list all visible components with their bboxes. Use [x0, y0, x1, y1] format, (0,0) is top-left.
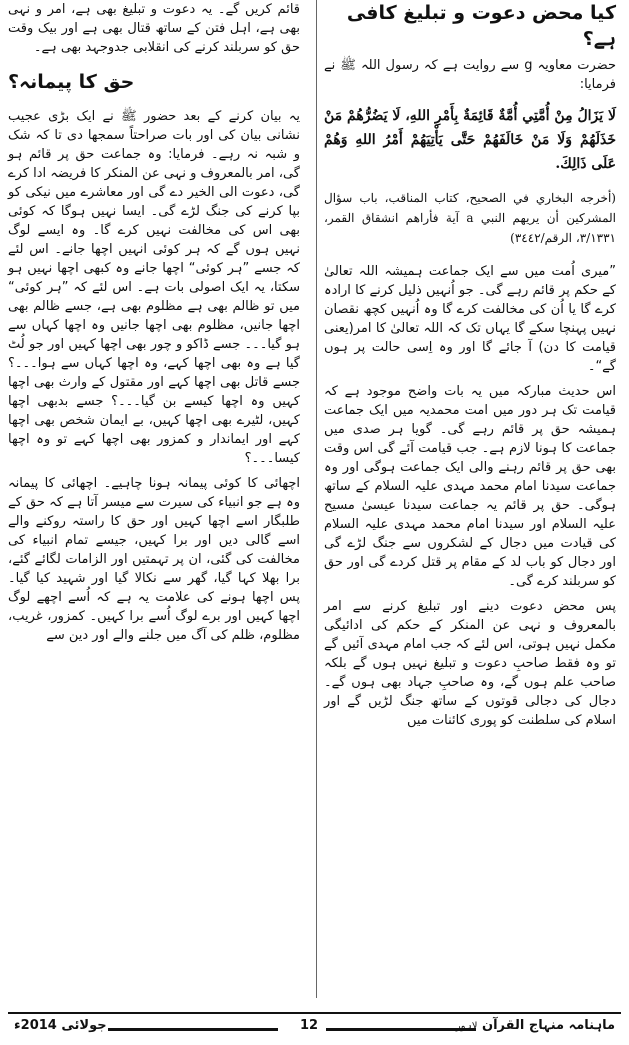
hadith-reference: (أخرجه البخاري في الصحيح، كتاب المناقب، باب سؤال المشركين أن يريهم النبي a آية فأراهم انشقاق القمر، ٣/١٣٣١، الرقم/٣٤٤٢) [324, 191, 616, 245]
right-column [324, 0, 616, 1000]
footer-rule-left [108, 1028, 278, 1031]
paragraph-measure-of-good: اچھائی کا کوئی پیمانہ ہونا چاہیے۔ اچھائی کا پیمانہ وہ ہے جو انبیاء کی سیرت سے میسر آتا ہے کہ حق کے طلبگار اسے اچھا کہیں اور حق کا راستہ روکنے والے اسے گالی دیں اور برا کہیں، جیسے تمام انبیاء کی مخالفت کی گئی، ان پر تہمتیں اور الزامات لگائے گئے، برا بھلا کہا گیا، گھر سے نکالا گیا اور شہید کیا گیا۔ پس اچھا ہونے کی علامت یہ ہے کہ اُسے اچھے لوگ اچھا کہیں اور برے لوگ اُسے برا کہیں۔ کمزور، غریب، مظلوم، ظلم کی آگ میں جلنے والے اور دین سے [8, 476, 300, 643]
section-heading-dawat: کیا محض دعوت و تبلیغ کافی ہے؟ [346, 2, 616, 50]
footer-top-rule [8, 1012, 621, 1014]
issue-date: جولائی 2014ء [14, 1018, 107, 1033]
right-heading-box [324, 0, 616, 52]
paragraph-continuation: قائم کریں گے۔ یہ دعوت و تبلیغ بھی ہے، امر و نہی بھی ہے، اہل فتن کے ساتھ قتال بھی ہے اور بیک وقت حق کو سربلند کرنے کی انقلابی جدوجہد بھی ہے۔ [8, 2, 300, 55]
hadith-arabic-text: لَا يَزَالُ مِنْ أُمَّتِي أُمَّةٌ قَائِمَةٌ بِأَمْرِ اللهِ، لَا يَضُرُّهُمْ مَنْ خَذَلَهُمْ وَلَا مَنْ خَالَفَهُمْ حَتَّى يَأْتِيَهُمْ أَمْرُ اللهِ وَهُمْ عَلَى ذَالِكَ. [324, 108, 616, 172]
left-column [8, 0, 300, 1000]
left-heading-box [8, 57, 300, 107]
section-heading-haq: حق کا پیمانہ؟ [8, 71, 135, 93]
magazine-city: لاہور [455, 1021, 478, 1032]
column-divider [316, 0, 317, 998]
page-footer [0, 1016, 629, 1042]
hadith-translation: ”میری اُمت میں سے ایک جماعت ہمیشہ اللہ تعالیٰ کے حکم پر قائم رہے گی۔ جو اُنہیں ذلیل کرنے کا ارادہ کرے گا یا اُن کی مخالفت کرے گا وہ اُنہیں کچھ نقصان نہیں پہنچا سکے گا یہاں تک کہ اللہ تعالیٰ کا امر(یعنی قیامت کا دن) آ جائے گا اور وہ اِسی حالت پر ہوں گے“۔ [324, 264, 616, 374]
paragraph-haq-sign: یہ بیان کرنے کے بعد حضور ﷺ نے ایک بڑی عجیب نشانی بیان کی اور بات صراحتاً سمجھا دی تا کہ شک و شبہ نہ رہے۔ فرمایا: وہ جماعت حق پر قائم ہو گی، امر بالمعروف و نہی عن المنکر کا فریضہ ادا کرے گی، دعوت الی الخیر دے گی اور معاشرے میں نیکی کو بپا کرنے کی جنگ لڑے گی۔ ایسا نہیں ہوگا کہ کوئی بھی اس کی مخالفت نہیں کرے گا۔ وہ ایسے لوگ نہیں ہوں گے کہ ہر کوئی انہیں اچھا جانے۔ اس لئے کہ جسے ”ہر کوئی“ اچھا جانے وہ کبھی اچھا نہیں ہو سکتا، یہ ایک اصولی بات ہے۔ اس لئے کہ ”ہر کوئی“ میں تو ظالم بھی ہے مظلوم بھی ہے، جسے ظالم بھی اچھا جانیں، مظلوم بھی اچھا جانیں وہ اچھا کہاں سے ہو گیا۔۔۔ جسے ڈاکو و چور بھی اچھا کہیں اور جو لُٹ گیا ہے وہ بھی اچھا کہے، وہ اچھا کہاں سے ہوا۔۔۔؟ جسے قاتل بھی اچھا کہے اور مقتول کے وارث بھی اچھا کہیں وہ اچھا کیسے بن گیا۔۔۔؟ جسے بدبھی اچھا کہیں، لٹیرے بھی اچھا کہیں، بے ایمان شخص بھی اچھا کہے اور ایماندار و کمزور بھی اچھا کہے تو وہ اچھا کیسا۔۔۔؟ [8, 109, 300, 466]
footer-rule-right [326, 1028, 476, 1031]
hadith-intro: حضرت معاویہ g سے روایت ہے کہ رسول اللہ ﷺ نے فرمایا: [324, 58, 616, 92]
paragraph-dawat-not-enough: پس محض دعوت دینے اور تبلیغ کرنے سے امر بالمعروف و نہی عن المنکر کے حکم کی ادائیگی مکمل نہیں ہوتی، اس لئے کہ جب امام مہدی آئیں گے تو وہ فقط صاحبِ دعوت و تبلیغ نہیں ہوں گے بلکہ صاحب علم ہوں گے، وہ صاحبِ جہاد بھی ہوں گے۔ دجال کی دجالی قوتوں کے ساتھ جنگ لڑیں گے اور اسلام کی سلطنت کو پوری کائنات میں [324, 599, 616, 728]
magazine-title [456, 1018, 615, 1033]
page-number: 12 [300, 1018, 319, 1033]
magazine-name: ماہنامہ منہاج القرآن [481, 1018, 615, 1033]
paragraph-hadith-explanation: اس حدیث مبارکہ میں یہ بات واضح موجود ہے کہ قیامت تک ہر دور میں امت محمدیہ میں ایک جماعت ہمیشہ حق پر قائم رہے گی۔ گویا ہر صدی میں جماعت کا ہونا لازم ہے۔ جب قیامت آئے گی اس وقت بھی حق پر قائم رہنے والی ایک جماعت ہوگی اور وہ جماعت سیدنا امام محمد مہدی علیہ السلام کے ساتھ ہوگی۔ حق پر قائم یہ جماعت سیدنا عیسیٰ مسیح علیہ السلام اور سیدنا امام محمد مہدی علیہ السلام کی قیادت میں دجال کے لشکروں سے جنگ لڑے گی اور دجال کو باب لد کے مقام پر قتل کردے گی اور حق کو سربلند کرے گی۔ [324, 384, 616, 589]
